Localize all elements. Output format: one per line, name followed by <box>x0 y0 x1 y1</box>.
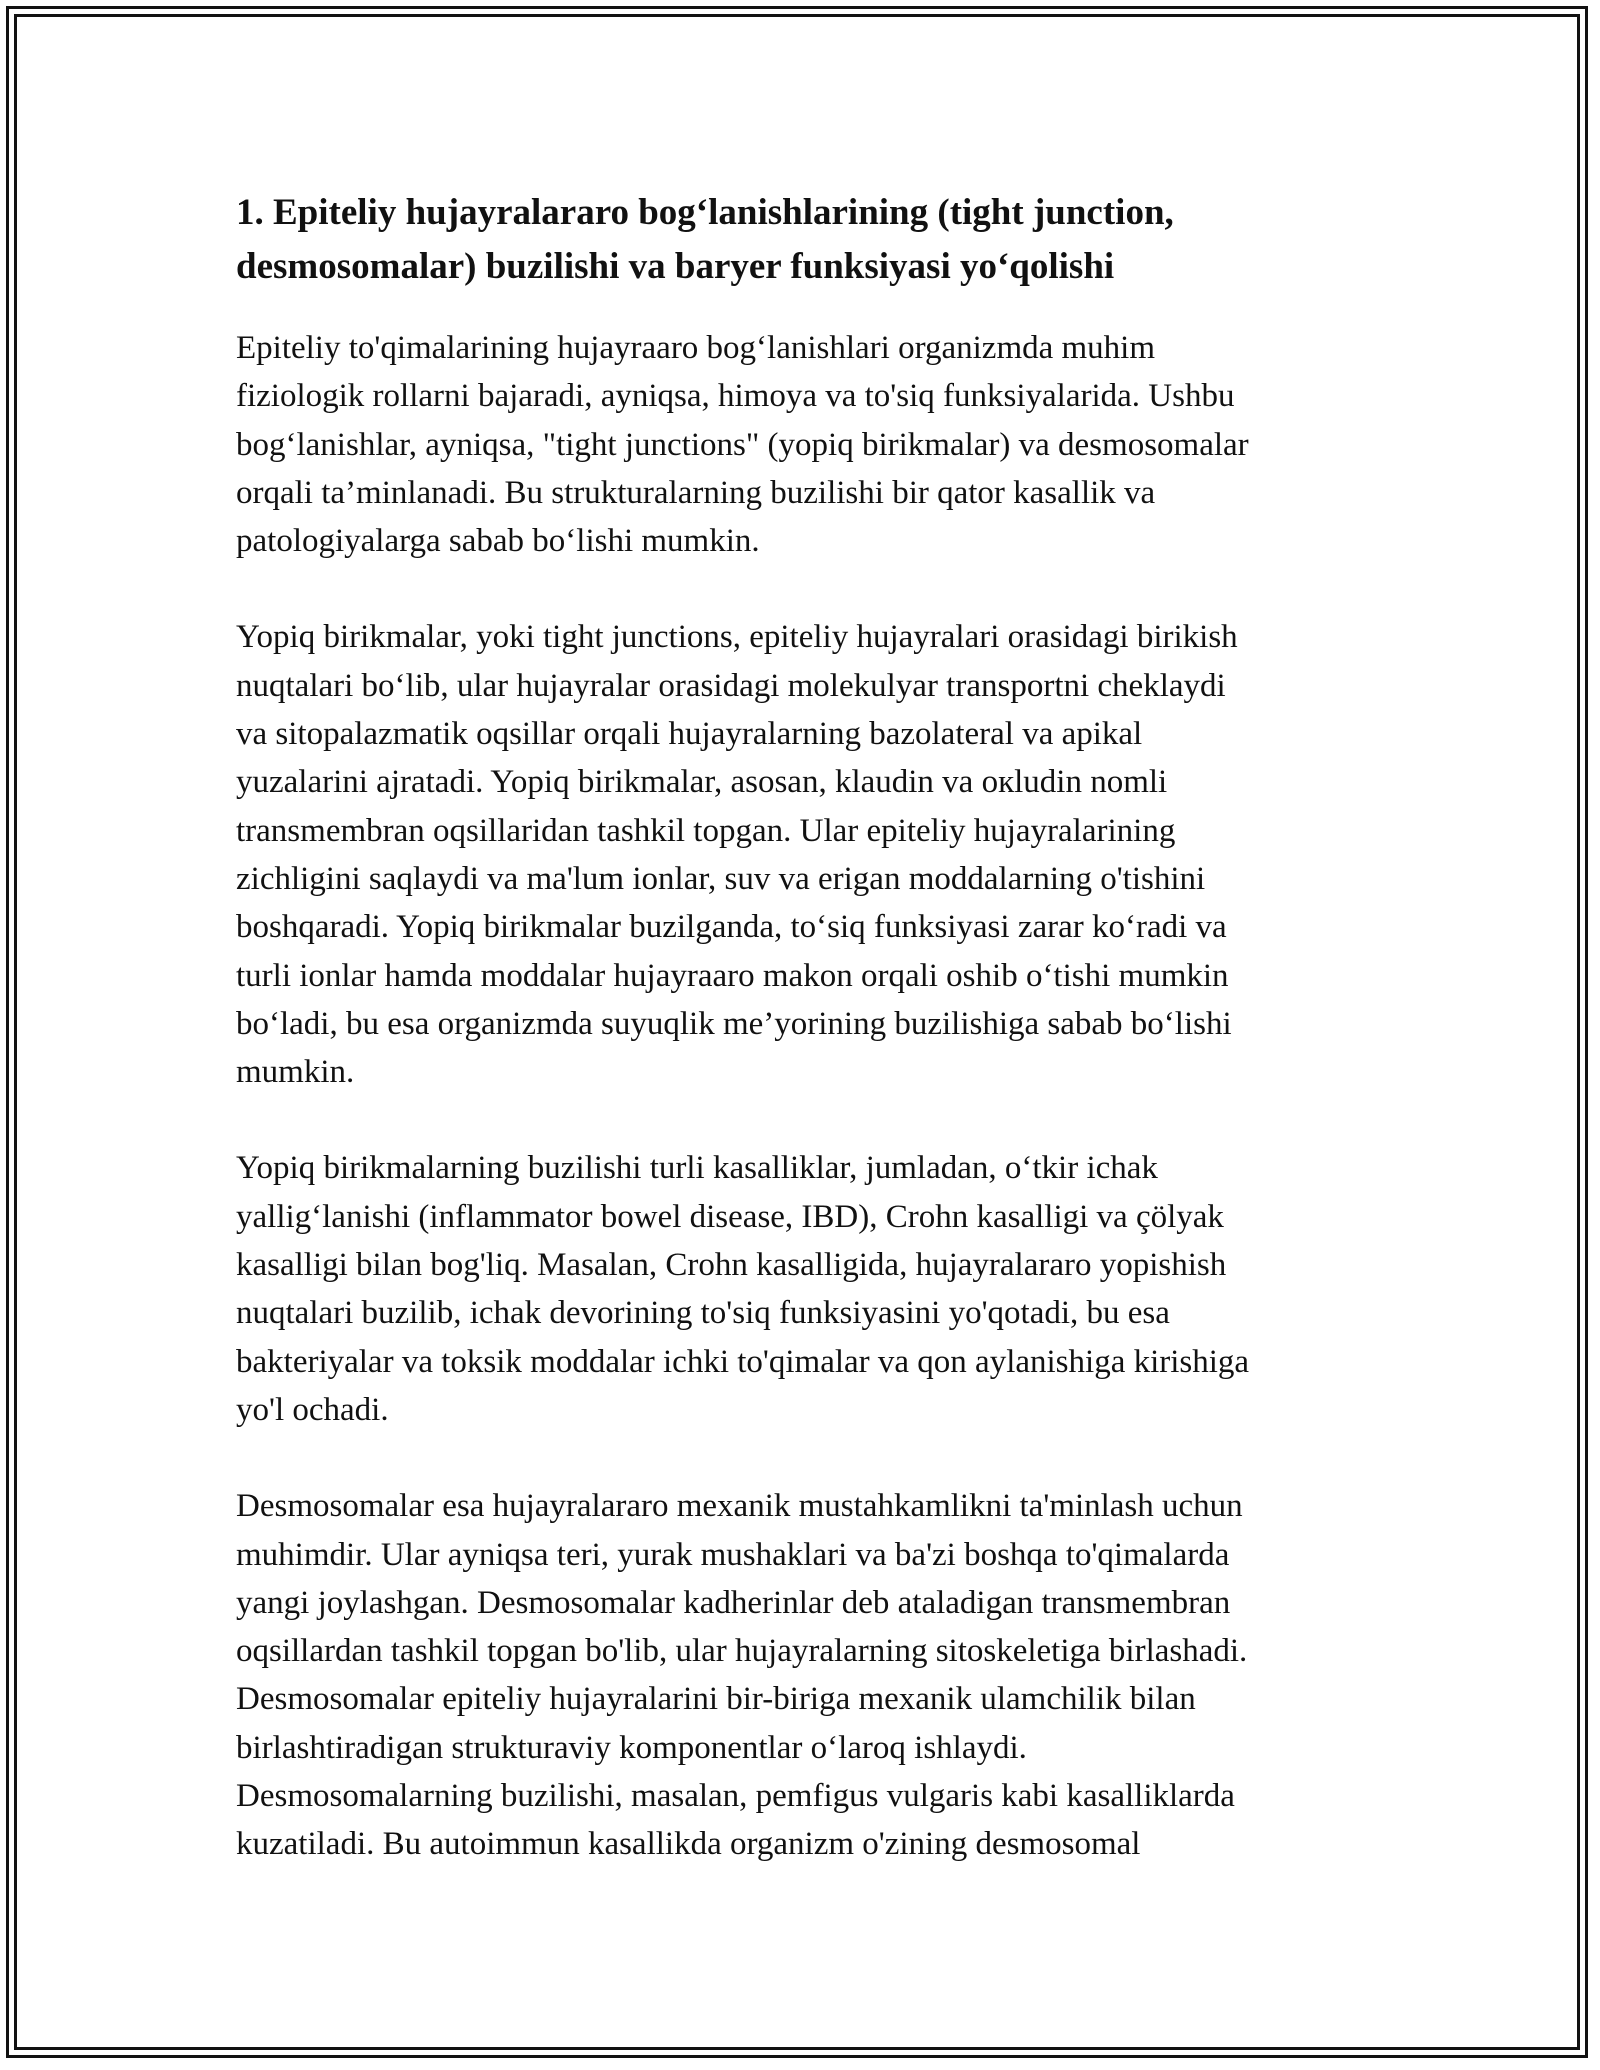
paragraph-diseases: Yopiq birikmalarning buzilishi turli kasalliklar, jumladan, o‘tkir ichak yallig‘lanishi (inflammator bowel disease, IBD), Crohn kasalligi va çölyak kasalligi bilan bog'liq. Masalan, Crohn kasalligida, hujayralararo yopishish nuqtalari buzilib, ichak devorining to'siq funksiyasini yo'qotadi, bu esa bakteriyalar va toksik moddalar ichki to'qimalar va qon aylanishiga kirishiga yo'l ochadi. <box>236 1150 1250 1428</box>
document-body <box>236 186 1366 1917</box>
paragraph-desmosomes: Desmosomalar esa hujayralararo mexanik mustahkamlikni ta'minlash uchun muhimdir. Ular ayniqsa teri, yurak mushaklari va ba'zi boshqa to'qimalarda yangi joylashgan. Desmosomalar kadherinlar deb ataladigan transmembran oqsillardan tashkil topgan bo'lib, ular hujayralarning sitoskeletiga birlashadi. Desmosomalar epiteliy hujayralarini bir-biriga mexanik ulamchilik bilan birlashtiradigan strukturaviy komponentlar o‘laroq ishlaydi. Desmosomalarning buzilishi, masalan, pemfigus vulgaris kabi kasalliklarda kuzatiladi. Bu autoimmun kasallikda organizm o'zining desmosomal <box>236 1488 1248 1863</box>
section-heading: 1. Epiteliy hujayralararo bog‘lanishlarining (tight junction, desmosomalar) buzilishi va baryer funksiyasi yo‘qolishi <box>236 192 1174 287</box>
paragraph-intro: Epiteliy to'qimalarining hujayraaro bog‘lanishlari organizmda muhim fiziologik rollarni bajaradi, ayniqsa, himoya va to'siq funksiyalarida. Ushbu bog‘lanishlar, ayniqsa, "tight junctions" (yopiq birikmalar) va desmosomalar orqali ta’minlanadi. Bu strukturalarning buzilishi bir qator kasallik va patologiyalarga sabab bo‘lishi mumkin. <box>236 330 1249 560</box>
paragraph-tight-junctions: Yopiq birikmalar, yoki tight junctions, epiteliy hujayralari orasidagi birikish nuqtalari bo‘lib, ular hujayralar orasidagi molekulyar transportni cheklaydi va sitopalazmatik oqsillar orqali hujayralarning bazolateral va apikal yuzalarini ajratadi. Yopiq birikmalar, asosan, klaudin va окludin nomli transmembran oqsillaridan tashkil topgan. Ular epiteliy hujayralarining zichligini saqlaydi va ma'lum ionlar, suv va erigan moddalarning o'tishini boshqaradi. Yopiq birikmalar buzilganda, to‘siq funksiyasi zarar ko‘radi va turli ionlar hamda moddalar hujayraaro makon orqali oshib o‘tishi mumkin bo‘ladi, bu esa organizmda suyuqlik me’yorining buzilishiga sabab bo‘lishi mumkin. <box>236 619 1238 1091</box>
